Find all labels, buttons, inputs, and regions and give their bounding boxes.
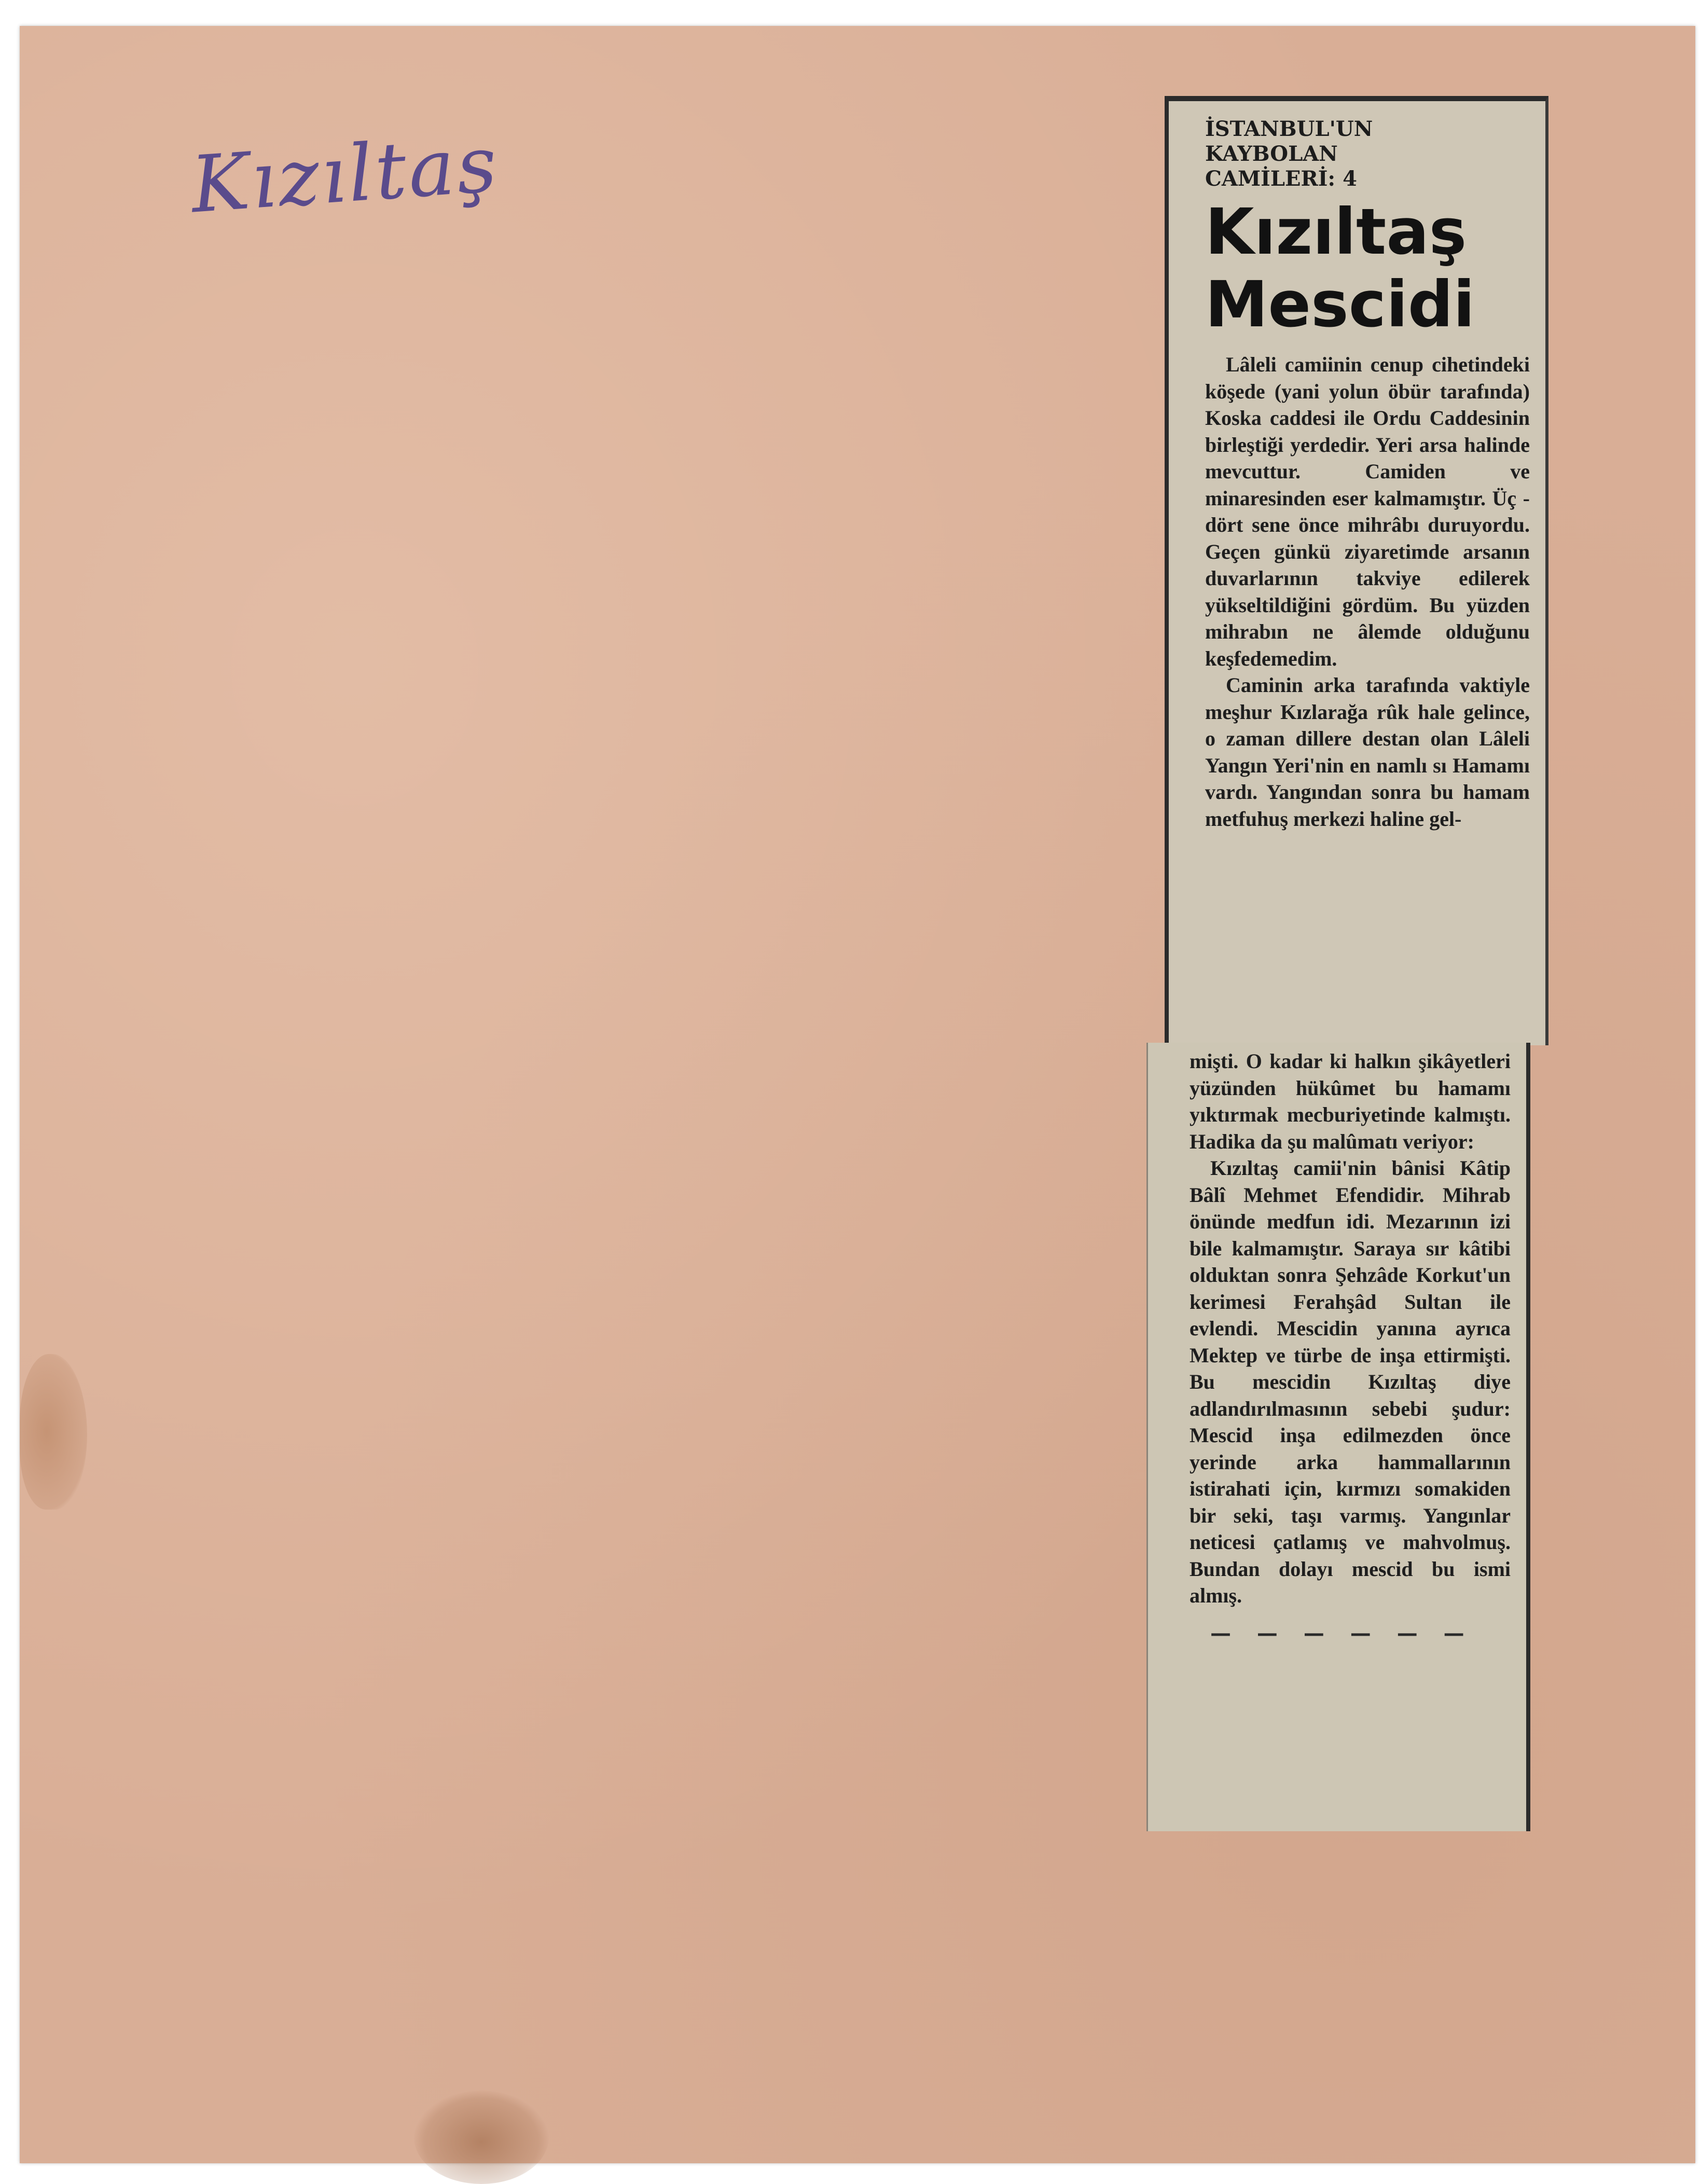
headline-line-2: Mescidi xyxy=(1205,268,1475,341)
handwritten-note: Kızıltaş xyxy=(188,119,502,231)
series-kicker-line-2: KAYBOLAN xyxy=(1205,142,1338,166)
water-stain-bottom xyxy=(414,2091,549,2184)
newspaper-clipping-top xyxy=(1165,96,1548,1045)
series-kicker-line-3: CAMİLERİ: 4 xyxy=(1205,167,1357,191)
end-rule: — — — — — — xyxy=(1210,1621,1474,1646)
article-paragraph-1: Lâleli camiinin cenup cihetindeki köşede (yani yolun öbür tarafında) Koska caddesi ile Ordu Caddesinin birleştiği yerdedir. Yeri arsa halinde mevcuttur. Camiden ve minaresinden eser kalmamıştır. Üç - dört sene önce mihrâbı duruyordu. Geçen günkü ziyaretimde arsanın duvarlarının takviye edilerek yükseltildiğini gördüm. Bu yüzden mihrabın ne âlemde olduğunu keşfedemedim. xyxy=(1205,353,1530,670)
article-headline xyxy=(1205,196,1530,341)
water-stain-left xyxy=(20,1354,87,1510)
series-kicker-line-1: İSTANBUL'UN xyxy=(1205,117,1373,141)
article-paragraph-3: Kızıltaş camii'nin bânisi Kâtip Bâlî Mehmet Efendidir. Mihrab önünde medfun idi. Mezarının izi bile kalmamıştır. Saraya sır kâtibi olduktan sonra Şehzâde Korkut'un kerimesi Ferahşâd Sultan ile evlendi. Mescidin yanına ayrıca Mektep ve türbe de inşa ettirmişti. Bu mescidin Kızıltaş diye adlandırılmasının sebebi şudur: Mescid inşa edilmezden önce yerinde arka hammallarının istirahati için, kırmızı somakiden bir seki, taşı varmış. Yangınlar neticesi çatlamış ve mahvolmuş. Bundan dolayı mescid bu ismi almış. xyxy=(1190,1156,1511,1607)
article-paragraph-2-bottom: mişti. O kadar ki halkın şikâyetleri yüzünden hükûmet bu hamamı yıktırmak mecburiyetinde kalmıştı. Hadika da şu malûmatı veriyor: xyxy=(1190,1049,1511,1153)
newspaper-clipping-bottom xyxy=(1146,1043,1530,1831)
headline-line-1: Kızıltaş xyxy=(1205,195,1467,269)
article-paragraph-2-top: Caminin arka tarafında vaktiyle meşhur Kızlarağa rûk hale gelince, o zaman dillere destan olan Lâleli Yangın Yeri'nin en namlı sı Hamamı vardı. Yangından sonra bu hamam metfuhuş merkezi haline gel- xyxy=(1205,673,1530,831)
